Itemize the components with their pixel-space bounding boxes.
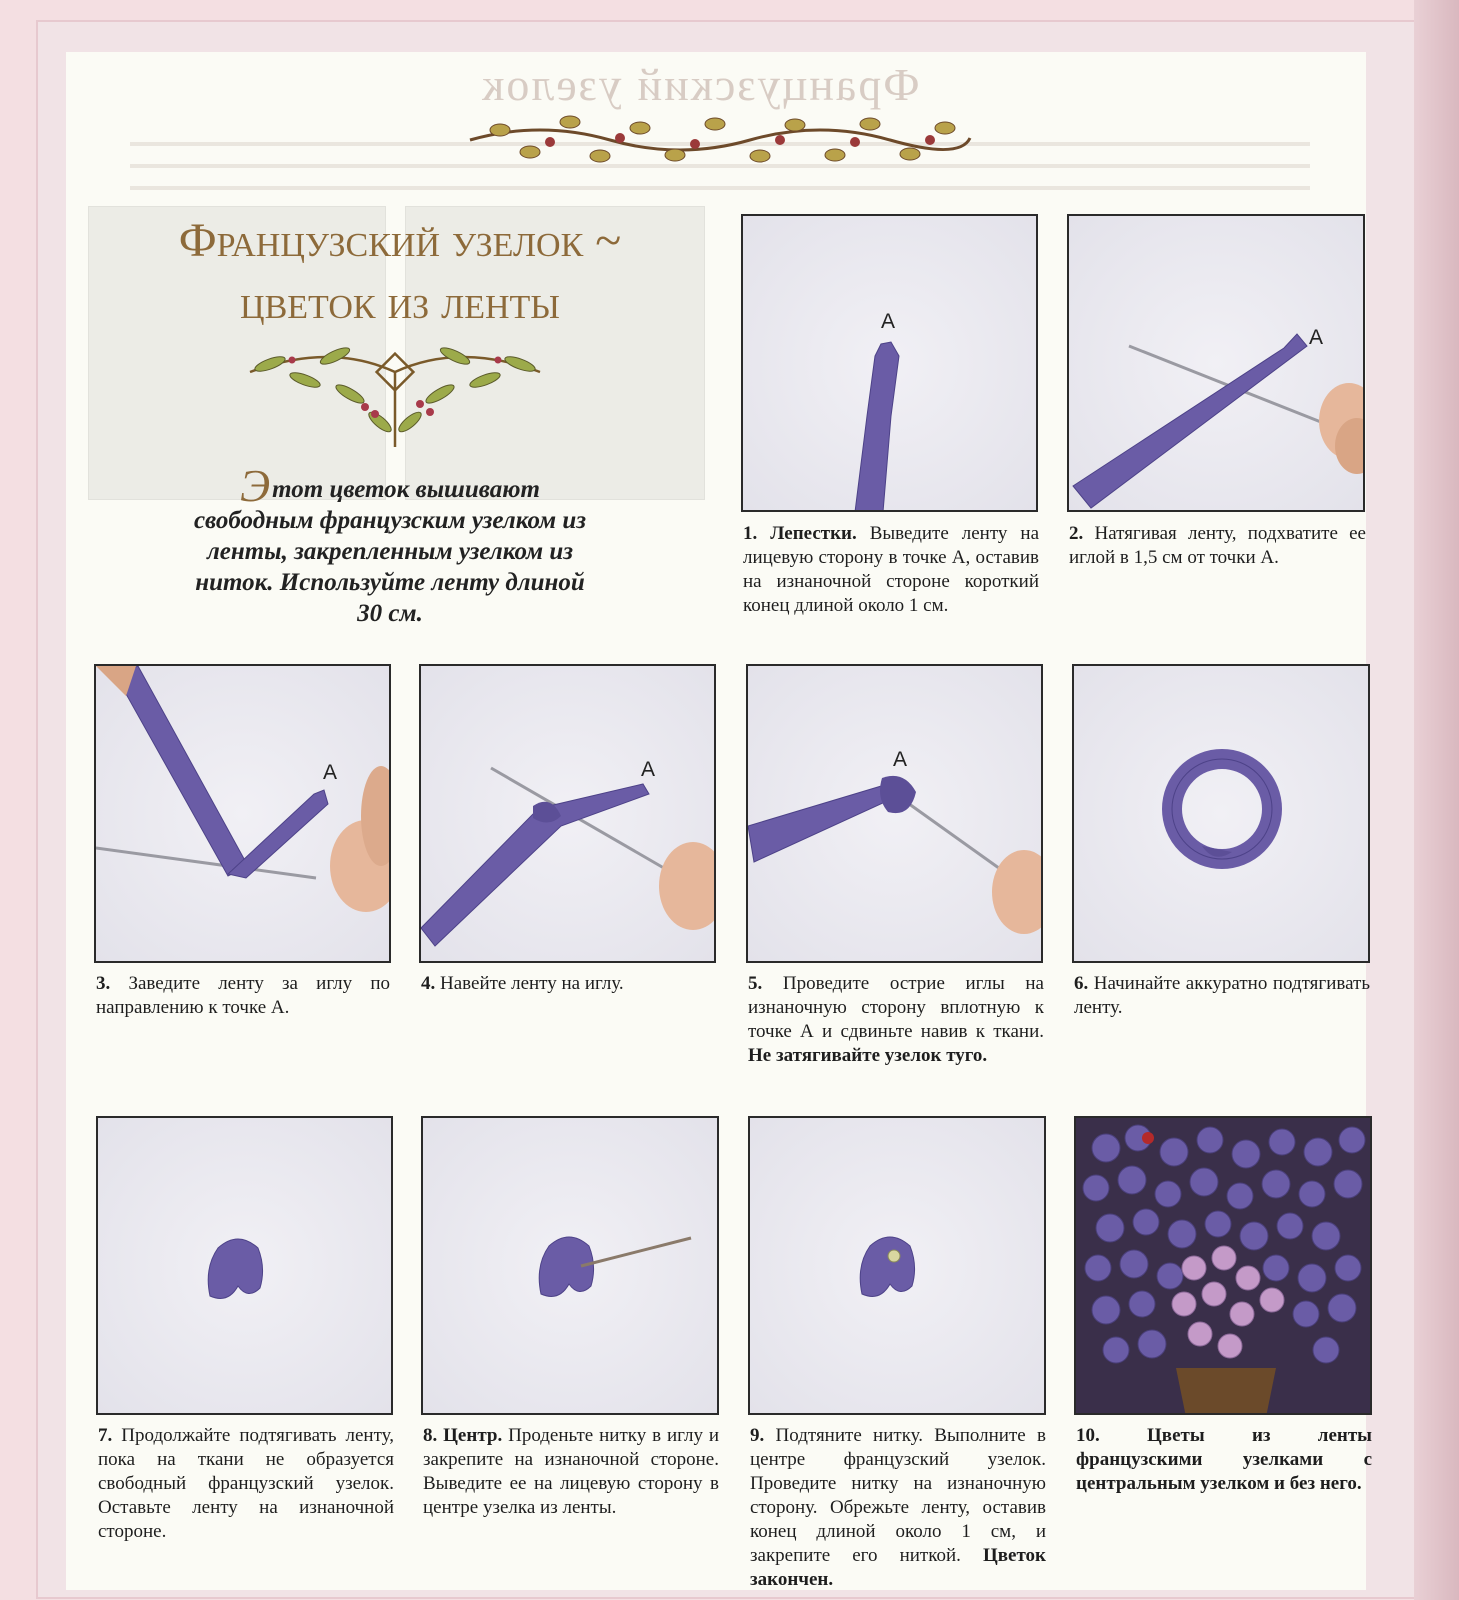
step-text: Продолжайте подтягивать ленту, пока на ткани не образуется свободный французский узелок. Оставьте ленту на изнаночной стороне. xyxy=(98,1425,394,1542)
step-number: 7. xyxy=(98,1425,113,1446)
page-edge xyxy=(1414,0,1459,1600)
title-line-1: Французский узелок ~ xyxy=(178,214,622,267)
step-lead: Лепестки. xyxy=(770,523,857,544)
step-text: Навейте ленту на иглу. xyxy=(435,973,624,994)
title-line-2: цветок из ленты xyxy=(240,276,560,329)
step-tail: Не затягивайте узелок туго. xyxy=(748,1045,988,1066)
step-number: 2. xyxy=(1069,523,1084,544)
step-5-photo xyxy=(746,664,1043,963)
intro-body: тот цветок вышивают свободным французским узелком из ленты, закрепленным узелком из ниток. Используйте ленту длиной 30 см. xyxy=(193,476,587,627)
step-text: Проденьте нитку в иглу и закрепите на изнаночной стороне. Выведите ее на лицевую сторону в центре узелка из ленты. xyxy=(423,1425,720,1518)
step-text: Проведите острие иглы на изнаночную сторону вплотную к точке А и сдвиньте навив к ткани. xyxy=(748,973,1044,1042)
step-4-caption xyxy=(421,972,715,996)
page-title xyxy=(105,210,695,334)
step-4-photo xyxy=(419,664,716,963)
show-through-heading: Французский узелок xyxy=(480,59,920,110)
step-text: Натягивая ленту, подхватите ее иглой в 1,5 см от точки А. xyxy=(1069,523,1366,568)
step-lead: Цветы из ленты французскими узелками с центральным узелком и без него. xyxy=(1076,1425,1373,1494)
step-7-caption xyxy=(98,1424,394,1544)
step-3-caption xyxy=(96,972,390,1020)
step-1-photo xyxy=(741,214,1038,512)
step-7-photo xyxy=(96,1116,393,1415)
drop-cap: Э xyxy=(240,460,271,511)
point-a-label: A xyxy=(893,748,908,771)
step-9-caption xyxy=(750,1424,1046,1592)
step-9-photo xyxy=(748,1116,1046,1415)
step-2-photo xyxy=(1067,214,1365,512)
step-5-caption xyxy=(748,972,1044,1068)
point-a-label: A xyxy=(881,310,896,333)
point-a-label: A xyxy=(641,758,656,781)
step-text: Выведите ленту на лицевую сторону в точке А, оставив на изнаночной стороне короткий конец длиной около 1 см. xyxy=(743,523,1039,616)
step-6-photo xyxy=(1072,664,1370,963)
step-tail: Цветок закончен. xyxy=(750,1545,1046,1590)
step-number: 6. xyxy=(1074,973,1089,994)
step-text: Подтяните нитку. Выполните в центре французский узелок. Проведите нитку на изнаночную сторону. Обрежьте ленту, оставив конец длиной около 1 см, и закрепите его ниткой. xyxy=(750,1425,1046,1566)
step-number: 10. xyxy=(1076,1425,1100,1446)
step-number: 1. xyxy=(743,523,758,544)
floral-ornament xyxy=(230,332,560,452)
step-text: Начинайте аккуратно подтягивать ленту. xyxy=(1074,973,1370,1018)
step-8-photo xyxy=(421,1116,719,1415)
step-2-caption xyxy=(1069,522,1366,570)
step-6-caption xyxy=(1074,972,1370,1020)
step-number: 5. xyxy=(748,973,763,994)
point-a-label: A xyxy=(1309,326,1324,349)
vine-ornament xyxy=(460,100,980,180)
step-number: 9. xyxy=(750,1425,765,1446)
step-number: 3. xyxy=(96,973,111,994)
step-8-caption xyxy=(423,1424,719,1520)
intro-text xyxy=(190,460,590,629)
step-lead: Центр. xyxy=(443,1425,503,1446)
point-a-label: A xyxy=(323,761,338,784)
step-1-caption xyxy=(743,522,1039,618)
step-10-photo xyxy=(1074,1116,1372,1415)
step-number: 4. xyxy=(421,973,436,994)
step-10-caption xyxy=(1076,1424,1372,1496)
step-text: Заведите ленту за иглу по направлению к точке А. xyxy=(96,973,390,1018)
step-3-photo xyxy=(94,664,391,963)
step-number: 8. xyxy=(423,1425,438,1446)
